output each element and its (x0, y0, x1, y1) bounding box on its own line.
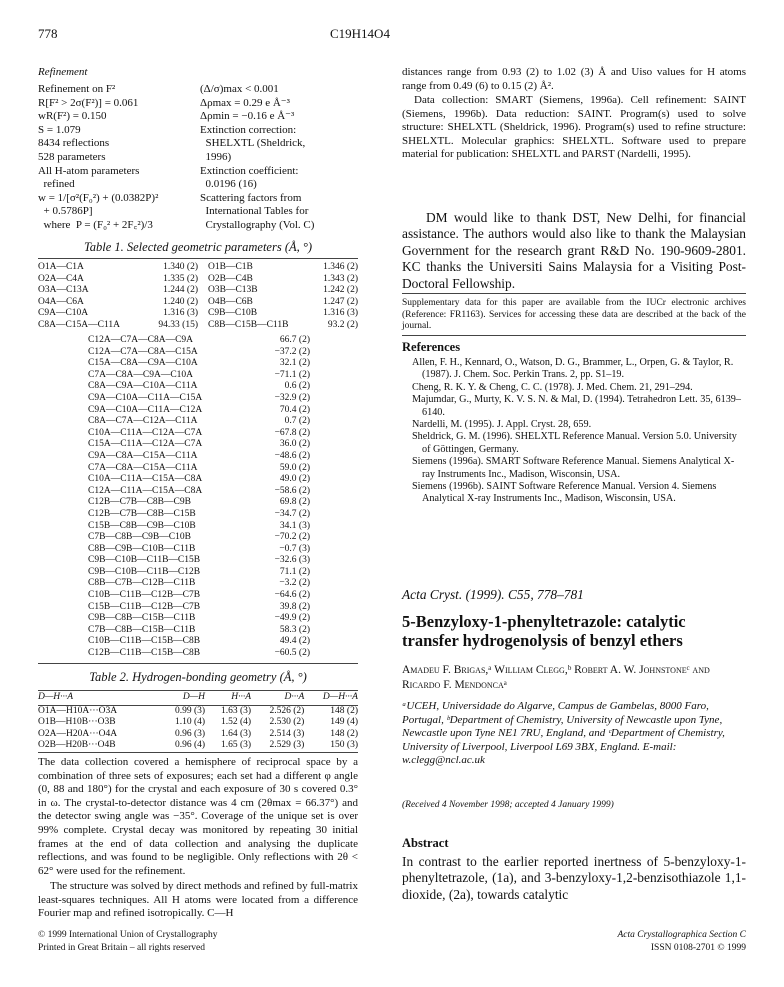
acknowledgement: DM would like to thank DST, New Delhi, for financial assistance. The authors would also like to thank the Malaysian Government for the research grant R&D No. 190-9609-2801. KC thanks the Universiti Sains Malaysia for a Visiting Post-Doctoral Fellowship. (402, 210, 746, 291)
bond-label: C9B—C10B (208, 308, 258, 319)
bond-label: O4A—C6A (38, 296, 84, 307)
torsion-label: C9A—C10A—C11A—C15A (88, 392, 203, 403)
article-authors: Amadeu F. Brigas,ᵃ William Clegg,ᵇ Robert A. W. Johnstoneᶜ and Ricardo F. Mendoncaᵃ (402, 664, 710, 691)
torsion-row (88, 555, 310, 567)
reference-item: Siemens (1996b). SAINT Software Reference Manual. Version 4. Siemens Analytical X-ray Instruments Inc., Madison, Wisconsin, USA. (412, 481, 717, 505)
table2-cell: 1.65 (3) (205, 740, 251, 752)
bond-value: 1.340 (2) (163, 262, 198, 272)
supplementary-note: Supplementary data for this paper are available from the IUCr electronic archives (Reference: FR1163). Services for accessing these data are described at the back of the journal. (402, 298, 746, 332)
refinement-right-line: Extinction correction: (200, 123, 297, 136)
running-formula: C19H14O4 (330, 26, 390, 41)
table2-cell: O1B—H10B···O3B (38, 717, 116, 728)
torsion-value: 0.6 (2) (284, 381, 310, 392)
torsion-label: C12A—C11A—C15A—C8A (88, 485, 203, 496)
torsion-label: C12B—C11B—C15B—C8B (88, 648, 201, 659)
refinement-right-line: Extinction coefficient: (200, 164, 299, 177)
torsion-value: 69.8 (2) (279, 497, 310, 508)
table2-header-cell: D—H···A (38, 691, 159, 706)
torsion-label: C10A—C11A—C12A—C7A (88, 427, 203, 438)
torsion-value: −71.1 (2) (274, 369, 310, 380)
right-top-paragraph: distances range from 0.93 (2) to 1.02 (3) Å and Uiso values for H atoms range from 0.49 (6) to 0.15 (2) Å². (402, 66, 746, 92)
torsion-value: 66.7 (2) (279, 335, 310, 345)
table1-caption: Table 1. Selected geometric parameters (Å, °) (83, 240, 313, 254)
reference-item: Cheng, R. K. Y. & Cheng, C. C. (1978). J. Med. Chem. 21, 291–294. (412, 381, 693, 393)
bond-value: 1.335 (2) (163, 273, 198, 284)
refinement-left-line: 8434 reflections (38, 137, 110, 150)
torsion-value: −58.6 (2) (274, 485, 310, 496)
bond-value: 1.316 (3) (163, 308, 198, 319)
refinement-left (38, 83, 208, 233)
torsion-value: 58.3 (2) (279, 624, 310, 635)
table2-cell: 148 (2) (330, 728, 358, 739)
table2-cell: 150 (3) (304, 740, 358, 752)
torsion-label: C8B—C9B—C10B—C11B (88, 543, 196, 554)
angle-b-value: 93.2 (2) (327, 320, 358, 330)
angle-a-label: C8A—C15A—C11A (38, 320, 120, 330)
supp-top-rule (402, 293, 746, 294)
torsion-row (88, 463, 310, 475)
torsion-label: C12B—C7B—C8B—C9B (88, 497, 191, 508)
torsion-row (88, 532, 310, 544)
left-body-paragraph-2: The structure was solved by direct methods and refined by full-matrix least-squares techniques. All H atoms were located from a difference Fourier map and refined isotropically. C—H (38, 880, 358, 920)
torsion-row (88, 439, 310, 451)
page-number: 778 (38, 26, 58, 41)
table2-cell: O1A—H10A···O3A (38, 705, 118, 716)
article-affiliation: ᵃUCEH, Universidade do Algarve, Campus de Gambelas, 8000 Faro, Portugal, ᵇDepartment of Chemistry, University of Newcastle upon Tyne, Newcastle upon Tyne NE1 7RU, England, and ᶜDepartment of Chemistry, University of Liverpool, Liverpool L69 3BX, England. E-mail: w.clegg@ncl.ac.uk (402, 700, 725, 767)
table2-cell: 2.526 (2) (269, 705, 305, 716)
torsion-row (88, 474, 310, 486)
torsion-row (88, 381, 310, 393)
torsion-row (88, 358, 310, 370)
torsion-row (88, 590, 310, 602)
refinement-right-line: SHELXTL (Sheldrick, (200, 137, 306, 150)
torsion-value: 70.4 (2) (279, 404, 310, 415)
bond-label: O4B—C6B (208, 296, 253, 307)
reference-item: Nardelli, M. (1995). J. Appl. Cryst. 28, 659. (412, 419, 592, 431)
footer-journal: Acta Crystallographica Section C (617, 930, 746, 940)
refinement-right-line: (Δ/σ)max < 0.001 (200, 83, 279, 95)
right-software-paragraph: Data collection: SMART (Siemens, 1996a). Cell refinement: SAINT (Siemens, 1996b). Data reduction: SAINT. Program(s) used to solve structure: SHELXTL (Sheldrick, 1996). Program(s) used to refine structure: SHELXTL. Molecular graphics: SHELXTL. Software used to prepare material for publication: SHELXTL and PARST (Nardelli, 1995). (402, 94, 746, 161)
reference-item: Sheldrick, G. M. (1996). SHELXTL Reference Manual. Version 5.0. University of Göttingen, Germany. (412, 431, 737, 455)
torsion-value: −3.2 (2) (279, 578, 310, 589)
bond-value: 1.244 (2) (163, 285, 198, 296)
torsion-label: C9B—C10B—C11B—C15B (88, 555, 201, 566)
torsion-label: C10B—C11B—C15B—C8B (88, 636, 201, 647)
torsion-value: 71.1 (2) (279, 566, 310, 577)
table2-cell: 0.96 (4) (159, 740, 205, 752)
torsion-value: −0.7 (3) (279, 543, 310, 554)
refinement-right-line: Crystallography (Vol. C) (200, 218, 315, 231)
table1-pair-row (38, 308, 358, 320)
table1-torsions (88, 335, 308, 660)
table2-cell: 148 (2) (330, 705, 358, 716)
torsion-label: C9A—C10A—C11A—C12A (88, 404, 203, 415)
table2-cell: 2.529 (3) (251, 740, 304, 752)
torsion-row (88, 567, 310, 579)
torsion-row (88, 602, 310, 614)
table2-cell: 1.52 (4) (220, 717, 252, 728)
reference-item: Allen, F. H., Kennard, O., Watson, D. G., Brammer, L., Orpen, G. & Taylor, R. (1987). J. Chem. Soc. Perkin Trans. 2, pp. S1–19. (412, 357, 734, 381)
torsion-value: 32.1 (2) (279, 358, 310, 369)
torsion-row (88, 497, 310, 509)
bond-label: C9A—C10A (38, 308, 89, 319)
refinement-left-line: + 0.5786P] (38, 205, 93, 218)
table2 (38, 690, 358, 753)
refinement-right-line: Δρmin = −0.16 e Å⁻³ (200, 110, 295, 123)
torsion-value: 0.7 (2) (284, 416, 310, 427)
torsion-value: −32.9 (2) (274, 392, 310, 403)
references-list (412, 357, 746, 506)
torsion-row (88, 648, 310, 660)
bond-label: O1A—C1A (38, 262, 84, 272)
bond-value: 1.247 (2) (323, 296, 358, 307)
table2-cell: 149 (4) (330, 717, 358, 728)
table2-cell: 1.64 (3) (220, 728, 252, 739)
torsion-value: 36.0 (2) (279, 439, 310, 450)
torsion-row (88, 636, 310, 648)
refinement-right-line: International Tables for (200, 205, 309, 218)
torsion-label: C15B—C8B—C9B—C10B (88, 520, 196, 531)
bond-label: O2B—C4B (208, 273, 253, 284)
torsion-row (88, 613, 310, 625)
left-body-paragraph: The data collection covered a hemisphere of reciprocal space by a combination of three sets of exposures; each set had a different φ angle (0, 88 and 180°) for the crystal and each exposure of 30 s covered 0.3° in ω. The crystal-to-detector distance was 4 cm (2θmax = 66.37°) and the detector swing angle was −35°. Coverage of the unique set is over 99% complete. Crystal decay was monitored by repeating 30 initial frames at the end of data collection and analysing the duplicate reflections, and was found to be negligible. Only reflections with 2θ < 62° were used for the refinement. (38, 756, 358, 877)
torsion-value: −48.6 (2) (274, 450, 310, 461)
angle-a-value: 94.33 (15) (158, 320, 198, 330)
refinement-right (200, 83, 360, 233)
torsion-label: C8A—C9A—C10A—C11A (88, 381, 198, 392)
supp-bottom-rule (402, 335, 746, 336)
torsion-row (88, 451, 310, 463)
bond-value: 1.343 (2) (323, 273, 358, 284)
table2-cell: O2B—H20B···O4B (38, 740, 159, 752)
table2-header-cell: D···A (251, 691, 304, 706)
torsion-value: −49.9 (2) (274, 613, 310, 624)
table2-cell: 2.530 (2) (269, 717, 305, 728)
torsion-row (88, 393, 310, 405)
table2-caption: Table 2. Hydrogen-bonding geometry (Å, °) (89, 670, 307, 684)
torsion-row (88, 347, 310, 359)
footer-copyright: © 1999 International Union of Crystallography (38, 930, 218, 940)
table2-cell: 1.63 (3) (220, 705, 252, 716)
torsion-label: C12A—C7A—C8A—C15A (88, 346, 198, 357)
table2-row (38, 717, 358, 729)
table2-row (38, 705, 358, 717)
bond-label: O1B—C1B (208, 262, 253, 272)
torsion-value: −37.2 (2) (274, 346, 310, 357)
torsion-row (88, 509, 310, 521)
footer-issn: ISSN 0108-2701 © 1999 (650, 943, 746, 953)
torsion-label: C9B—C10B—C11B—C12B (88, 566, 201, 577)
torsion-value: −70.2 (2) (274, 532, 310, 543)
bond-value: 1.240 (2) (163, 296, 198, 307)
table1-pair-row (38, 285, 358, 297)
refinement-left-line: w = 1/[σ²(F₀²) + (0.0382P)² (38, 191, 159, 204)
torsion-value: −34.7 (2) (274, 508, 310, 519)
torsion-value: 39.8 (2) (279, 601, 310, 612)
abstract-text: In contrast to the earlier reported inertness of 5-benzyloxy-1-phenyltetrazole, (1a), and 3-benzyloxy-1,2-benzisothiazole 1,1-dioxide, (2a), towards catalytic (402, 854, 746, 902)
refinement-left-line: R[F² > 2σ(F²)] = 0.061 (38, 96, 139, 109)
bond-value: 1.242 (2) (323, 285, 358, 296)
table1-pair-row (38, 297, 358, 309)
torsion-label: C9B—C8B—C15B—C11B (88, 613, 196, 624)
table1-pairs (38, 262, 358, 320)
bond-label: O2A—C4A (38, 273, 84, 284)
bond-label: O3B—C13B (208, 285, 258, 296)
refinement-right-line: Δρmax = 0.29 e Å⁻³ (200, 96, 290, 109)
torsion-row (88, 405, 310, 417)
table2-header-row (38, 691, 358, 706)
torsion-row (88, 521, 310, 533)
torsion-row (88, 625, 310, 637)
torsion-label: C8A—C7A—C12A—C11A (88, 416, 198, 427)
torsion-value: −67.8 (2) (274, 427, 310, 438)
torsion-label: C8B—C7B—C12B—C11B (88, 578, 196, 589)
footer-printed: Printed in Great Britain – all rights reserved (38, 943, 205, 953)
table2-cell: 0.96 (3) (174, 728, 206, 739)
reference-item: Siemens (1996a). SMART Software Reference Manual. Siemens Analytical X-ray Instruments Inc., Madison, Wisconsin, USA. (412, 456, 735, 480)
torsion-label: C10B—C11B—C12B—C7B (88, 590, 201, 601)
torsion-value: 34.1 (3) (279, 520, 310, 531)
table2-cell: 2.514 (3) (269, 728, 305, 739)
bond-value: 1.316 (3) (323, 308, 358, 319)
torsion-label: C15A—C8A—C9A—C10A (88, 358, 198, 369)
refinement-left-line: refined (38, 178, 75, 191)
refinement-right-line: 1996) (200, 150, 232, 163)
torsion-label: C7B—C8B—C9B—C10B (88, 532, 191, 543)
table2-header-cell: D—H (159, 691, 205, 706)
torsion-row (88, 544, 310, 556)
torsion-row (88, 578, 310, 590)
torsion-label: C15B—C11B—C12B—C7B (88, 601, 201, 612)
torsion-value: −60.5 (2) (274, 648, 310, 659)
torsion-label: C12B—C7B—C8B—C15B (88, 508, 196, 519)
torsion-value: 59.0 (2) (279, 462, 310, 473)
refinement-heading: Refinement (38, 66, 88, 78)
torsion-row (88, 486, 310, 498)
torsion-label: C7B—C8B—C15B—C11B (88, 624, 196, 635)
table1-angle (38, 320, 358, 332)
torsion-value: −64.6 (2) (274, 590, 310, 601)
article-title: 5-Benzyloxy-1-phenyltetrazole: catalytic transfer hydrogenolysis of benzyl ethers (402, 612, 686, 650)
refinement-left-line: 528 parameters (38, 150, 106, 163)
torsion-row (88, 370, 310, 382)
article-citation: Acta Cryst. (1999). C55, 778–781 (402, 587, 584, 602)
refinement-left-line: Refinement on F² (38, 83, 116, 95)
torsion-label: C10A—C11A—C15A—C8A (88, 474, 203, 485)
table1-bottom-rule (38, 663, 358, 664)
torsion-row (88, 335, 310, 347)
refinement-right-line: Scattering factors from (200, 191, 302, 204)
table1-pair-row (38, 262, 358, 274)
table2-row (38, 740, 358, 752)
refinement-left-line: wR(F²) = 0.150 (38, 110, 107, 123)
table2-header-cell: H···A (205, 691, 251, 706)
table2-row (38, 729, 358, 741)
torsion-label: C7A—C8A—C15A—C11A (88, 462, 198, 473)
table1-pair-row (38, 274, 358, 286)
torsion-label: C7A—C8A—C9A—C10A (88, 369, 194, 380)
refinement-left-line: S = 1.079 (38, 123, 81, 136)
torsion-value: 49.0 (2) (279, 474, 310, 485)
torsion-label: C15A—C11A—C12A—C7A (88, 439, 203, 450)
table2-cell: 1.10 (4) (174, 717, 206, 728)
torsion-row (88, 428, 310, 440)
refinement-left-line: where P = (F₀² + 2F꜀²)/3 (38, 218, 153, 231)
table2-header-cell: D—H···A (304, 691, 358, 706)
table2-cell: O2A—H20A···O4A (38, 728, 118, 739)
torsion-label: C12A—C7A—C8A—C9A (88, 335, 194, 345)
angle-b-label: C8B—C15B—C11B (208, 320, 289, 330)
refinement-right-line: 0.0196 (16) (200, 178, 257, 191)
table2-cell: 0.99 (3) (174, 705, 206, 716)
article-received: (Received 4 November 1998; accepted 4 January 1999) (402, 800, 614, 810)
torsion-row (88, 416, 310, 428)
table1-top-rule (38, 258, 358, 259)
references-heading: References (402, 340, 461, 354)
torsion-value: 49.4 (2) (279, 636, 310, 647)
abstract-heading: Abstract (402, 836, 449, 850)
torsion-label: C9A—C8A—C15A—C11A (88, 450, 198, 461)
torsion-value: −32.6 (3) (274, 555, 310, 566)
bond-label: O3A—C13A (38, 285, 89, 296)
bond-value: 1.346 (2) (323, 262, 358, 272)
reference-item: Majumdar, G., Murty, K. V. S. N. & Mal, D. (1994). Tetrahedron Lett. 35, 6139–6140. (412, 394, 741, 418)
refinement-left-line: All H-atom parameters (38, 164, 140, 177)
